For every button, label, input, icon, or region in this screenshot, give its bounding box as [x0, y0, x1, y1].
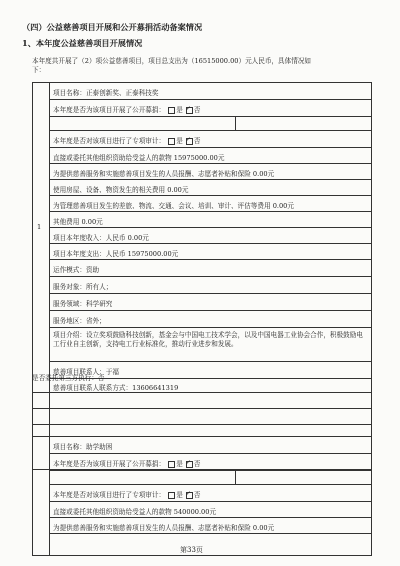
project-name: 项目名称：助学助困	[53, 443, 113, 451]
operation-mode: 运作模式：资助	[53, 266, 100, 274]
no-checkbox[interactable]	[186, 138, 193, 145]
public-fundraising-label: 本年度是否为该项目开展了公开募捐：	[53, 106, 166, 114]
audit-label: 本年度是否对该项目进行了专项审计：	[53, 137, 166, 145]
row-management-cost	[49, 196, 371, 212]
audit-field	[53, 489, 201, 499]
row-blank-1	[49, 471, 371, 485]
public-fundraising-field	[53, 104, 201, 114]
row-direct-funding	[49, 502, 371, 518]
project-index: 1	[37, 223, 42, 231]
yes-checkbox[interactable]	[168, 461, 175, 468]
yes-checkbox[interactable]	[168, 138, 175, 145]
row-expense	[49, 244, 371, 260]
row-income	[49, 228, 371, 244]
intro-line-1: 本年度共开展了（2）项公益慈善项目，项目总支出为（16515000.00）元人民币，具体情况如	[32, 57, 312, 65]
project-introduction: 项目介绍：设立奖项鼓励科技创新，基金会与中国电工技术学会，以及中国电器工业协会合作，积极鼓励电工行业自主创新，支持电工行业标准化，推动行业进步和发展。	[53, 331, 363, 348]
row-asset-cost	[49, 180, 371, 196]
row-blank-1	[49, 117, 371, 131]
blank-line	[32, 408, 372, 409]
row-intro	[49, 328, 371, 362]
audit-label: 本年度是否对该项目进行了专项审计：	[53, 491, 166, 499]
audit-field	[53, 135, 201, 145]
yes-label: 是	[176, 137, 183, 145]
project-name: 项目名称：正泰创新奖、正泰科技奖	[53, 89, 159, 97]
row-audit	[49, 131, 371, 148]
row-direct-funding	[49, 148, 371, 164]
row-blank-2	[49, 534, 371, 555]
entrust-third-party: 是否委托第三方执行：否	[32, 374, 105, 382]
row-field	[49, 294, 371, 311]
no-checkbox[interactable]	[186, 107, 193, 114]
row-public-fundraising	[49, 100, 371, 117]
no-label: 否	[193, 137, 201, 145]
no-label: 否	[193, 460, 201, 468]
row-audit	[49, 485, 371, 502]
yes-label: 是	[176, 491, 183, 499]
yes-label: 是	[176, 106, 183, 114]
row-operation	[49, 260, 371, 277]
intro-line-2: 下：	[32, 66, 46, 74]
project-expense: 项目本年度支出：人民币 15975000.00元	[53, 250, 179, 258]
direct-funding: 直接或委托其他组织资助给受益人的款物 540000.00元	[53, 508, 217, 516]
row-personnel-cost	[49, 164, 371, 180]
subsection-heading: 1、本年度公益慈善项目开展情况	[22, 38, 143, 48]
page-number: 第33页	[180, 546, 203, 554]
blank-line	[32, 392, 372, 393]
yes-label: 是	[176, 460, 183, 468]
section-heading: （四）公益慈善项目开展和公开募捐活动备案情况	[22, 22, 203, 32]
project-income: 项目本年度收入：人民币 0.00元	[53, 234, 149, 242]
row-personnel-cost	[49, 518, 371, 534]
cell-divider	[235, 471, 236, 484]
personnel-cost: 为提供慈善服务和实施慈善项目发生的人员报酬、志愿者补贴和保险 0.00元	[53, 170, 275, 178]
contact-phone: 慈善项目联系人联系方式：13606641319	[53, 384, 179, 392]
no-checkbox[interactable]	[186, 461, 193, 468]
service-region: 服务地区：省外；	[53, 317, 106, 325]
index-column	[33, 83, 50, 469]
blank-line	[32, 424, 372, 425]
cell-divider	[235, 117, 236, 130]
no-label: 否	[193, 491, 201, 499]
asset-cost: 使用房屋、设备、物资发生的相关费用 0.00元	[53, 186, 189, 194]
row-other-cost	[49, 212, 371, 228]
direct-funding: 直接或委托其他组织资助给受益人的款物 15975000.00元	[53, 154, 225, 162]
yes-checkbox[interactable]	[168, 107, 175, 114]
row-project-name	[49, 437, 371, 454]
project-2-table	[32, 436, 372, 556]
row-target	[49, 277, 371, 294]
no-label: 否	[193, 106, 201, 114]
service-field: 服务领域：科学研究	[53, 300, 113, 308]
personnel-cost: 为提供慈善服务和实施慈善项目发生的人员报酬、志愿者补贴和保险 0.00元	[53, 524, 275, 532]
project-1-table	[32, 82, 372, 470]
project-contact: 慈善项目联系人：于福	[53, 368, 119, 376]
service-target: 服务对象：所有人；	[53, 283, 113, 291]
yes-checkbox[interactable]	[168, 492, 175, 499]
management-cost: 为管理慈善项目发生的差旅、物流、交通、会议、培训、审计、评估等费用 0.00元	[53, 202, 294, 210]
public-fundraising-label: 本年度是否为该项目开展了公开募捐：	[53, 460, 166, 468]
public-fundraising-field	[53, 458, 201, 468]
row-public-fundraising	[49, 454, 371, 471]
index-column	[33, 437, 50, 555]
no-checkbox[interactable]	[186, 492, 193, 499]
row-region	[49, 311, 371, 328]
other-cost: 其他费用 0.00元	[53, 218, 103, 226]
row-project-name	[49, 83, 371, 100]
